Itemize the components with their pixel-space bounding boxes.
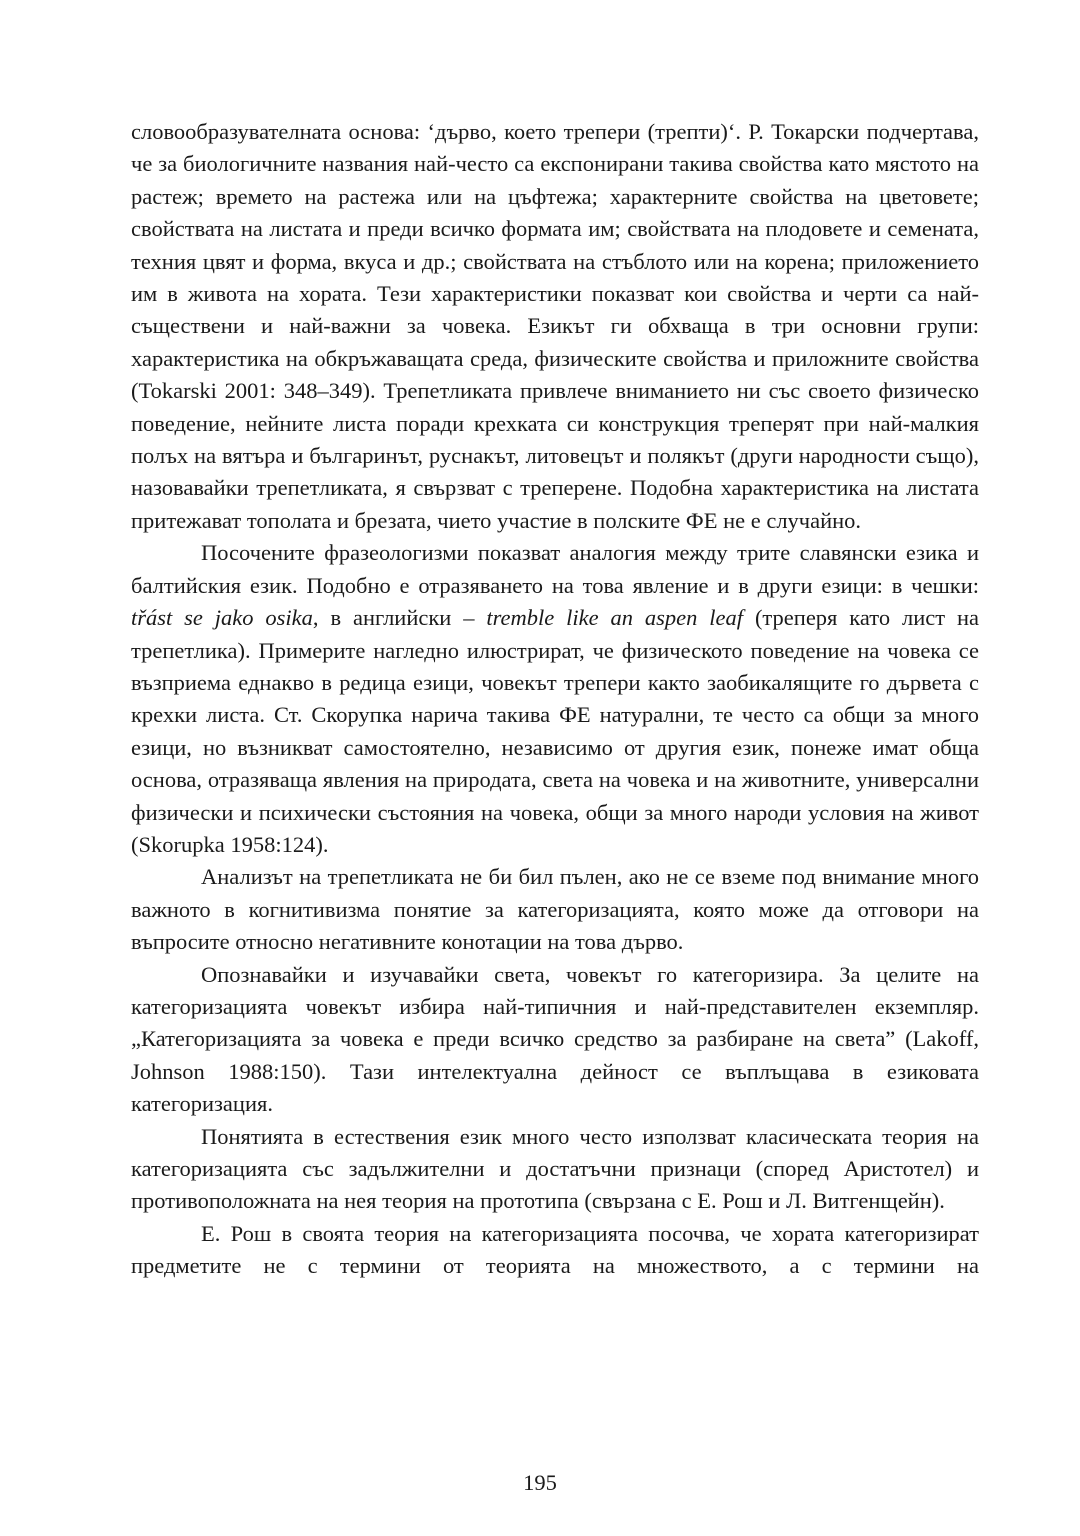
paragraph-3: Анализът на трепетликата не би бил пълен, ако не се вземе под внимание много важното в когнитивизма понятие за категоризацията, която може да отговори на въпросите относно негативните конотации на това дърво.	[131, 864, 979, 955]
page-number: 195	[523, 1470, 557, 1495]
paragraph-5: Понятията в естествения език много често използват класическата теория на категоризацията със задължителни и достатъчни признаци (според Аристотел) и противоположната на нея теория на прототипа (свързана с Е. Рош и Л. Витгенщейн).	[131, 1123, 979, 1214]
paragraph-1: словообразувателната основа: ‘дърво, което трепери (трепти)‘. Р. Токарски подчертава, че за биологичните названия най-често са експонирани такива свойства като мястото на растеж; времето на растежа или на цъфтежа; характерните свойства на цветовете; свойствата на листата и преди всичко формата им; свойствата на плодовете и семената, техния цвят и форма, вкуса и др.; свойствата на стъблото или на корена; приложението им в живота на хората. Тези характеристики показват кои свойства и черти са най-съществени и най-важни за човека. Езикът ги обхваща в три основни групи: характеристика на обкръжаващата среда, физическите свойства и приложните свойства (Tokarski 2001: 348–349). Трепетликата привлече вниманието ни със своето физическо поведение, нейните листа поради крехката си конструкция треперят при най-малкия полъх на вятъра и българинът, руснакът, литовецът и полякът (други народности също), назовавайки трепетликата, я свързват с треперене. Подобна характеристика на листата притежават тополата и брезата, чието участие в полските ФЕ не е случайно.	[131, 119, 979, 533]
english-example: tremble like an aspen leaf	[486, 605, 744, 631]
paragraph-6: Е. Рош в своята теория на категоризацията посочва, че хората категоризират предметите не с термини от теорията на множеството, а с термини на	[131, 1220, 979, 1279]
czech-example: třást se jako osika	[131, 605, 313, 631]
page-body	[131, 116, 979, 1283]
paragraph-2	[131, 537, 979, 861]
paragraph-2-text-c: (треперя като лист на трепетлика). Примерите нагледно илюстрират, че физическото поведение на човека се възприема еднакво в редица езици, човекът трепери както заобикалящите го дървета с крехки листа. Ст. Скорупка нарича такива ФЕ натурални, те често са общи за много езици, но възникват самостоятелно, независимо от другия език, понеже имат обща основа, отразяваща явления на природата, света на човека и на животните, универсални физически и психически състояния на човека, общи за много народи условия на живот (Skorupka 1958:124).	[131, 605, 979, 857]
paragraph-4: Опознавайки и изучавайки света, човекът го категоризира. За целите на категоризацията човекът избира най-типичния и най-представителен екземпляр. „Категоризацията за човека е преди всичко средство за разбиране на света” (Lakoff, Johnson 1988:150). Тази интелектуална дейност се въплъщава в езиковата категоризация.	[131, 961, 979, 1117]
paragraph-2-text-b: , в английски –	[312, 605, 487, 631]
paragraph-2-text-a: Посочените фразеологизми показват аналогия между трите славянски езика и балтийския език. Подобно е отразяването на това явление и в други езици: в чешки:	[131, 540, 979, 598]
